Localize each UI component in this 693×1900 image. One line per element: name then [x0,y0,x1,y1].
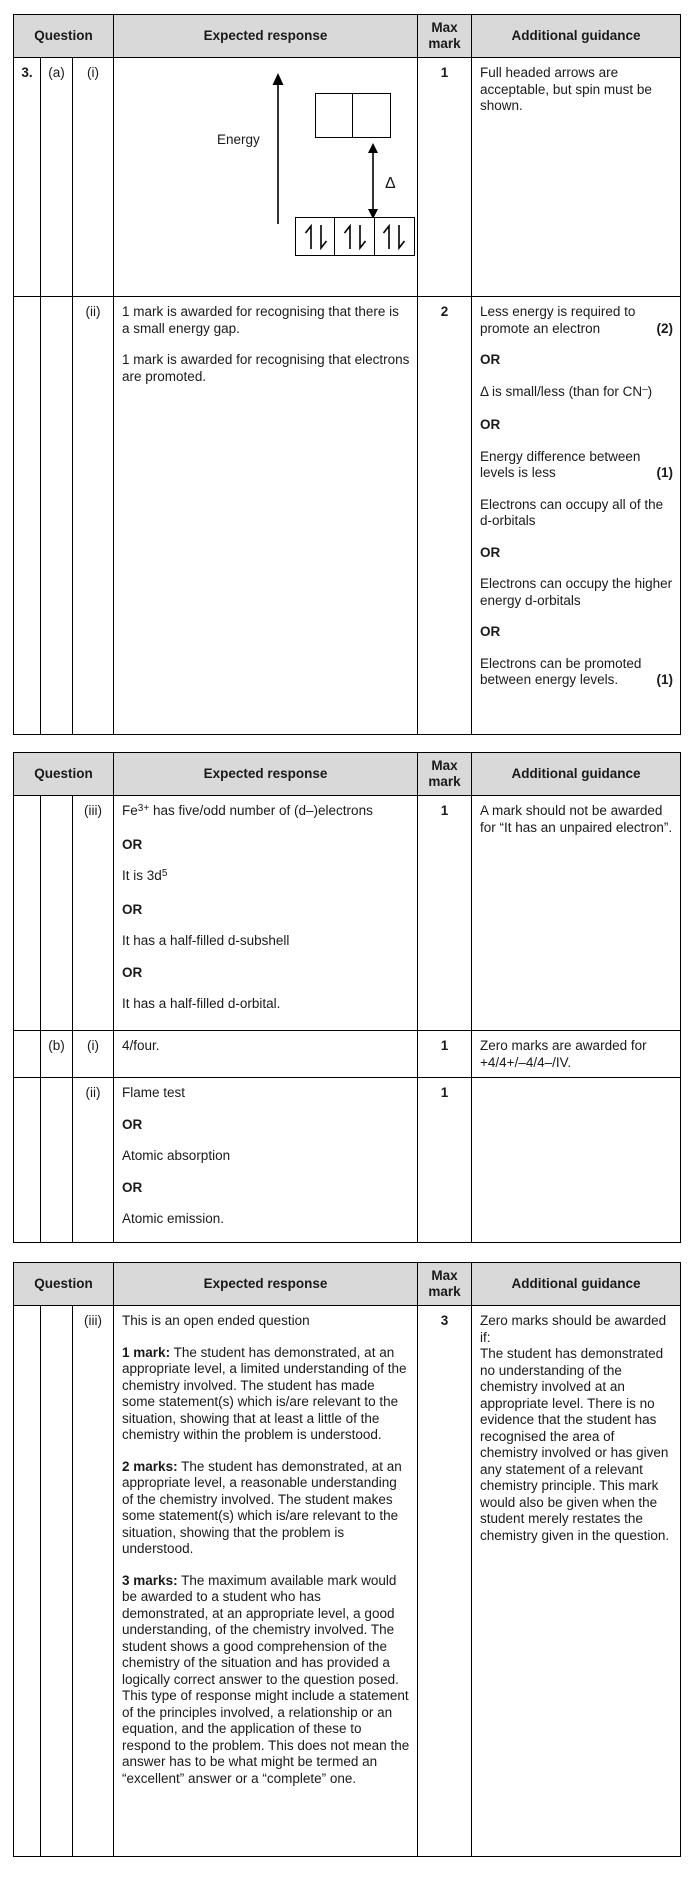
additional-guidance-paragraph [480,384,673,403]
question-part-cell: (a) [41,58,73,297]
question-subpart-cell: (iii) [73,1306,114,1857]
upper-orbital-boxes [315,93,391,138]
mark-scheme-row [14,58,681,297]
additional-guidance-paragraph [480,656,673,689]
electron-pair-icon [342,224,368,250]
empty-orbital-box [352,93,391,138]
question-number-cell [14,1306,41,1857]
max-mark-cell: 1 [418,58,472,297]
question-part-cell [41,796,73,1031]
expected-response-paragraph [122,803,410,822]
additional-guidance-paragraph [480,304,673,337]
expected-response-cell [114,796,418,1031]
question-subpart-cell: (i) [73,1031,114,1078]
mark-scheme-table-3 [13,1262,681,1857]
additional-guidance-paragraph [480,65,673,115]
text-run: Atomic absorption [122,1148,231,1163]
expected-response-paragraph [122,1313,410,1330]
text-run: Zero marks are awarded for +4/4+/–4/4–/IV. [480,1038,647,1070]
additional-guidance-paragraph [480,352,673,369]
question-subpart-cell: (iii) [73,796,114,1031]
additional-guidance-cell [472,1031,681,1078]
header-expected-response: Expected response [114,1263,418,1306]
filled-orbital-box [295,217,336,256]
text-run: 2 marks: [122,1458,178,1474]
header-max-mark: Max mark [418,753,472,796]
max-mark-cell: 1 [418,1078,472,1243]
filled-orbital-box [374,217,415,256]
table-body [14,58,681,735]
additional-guidance-paragraph [480,497,673,530]
additional-guidance-paragraph [480,545,673,562]
text-run: The student has demonstrated, at an appropriate level, a reasonable understanding of the chemistry involved. The student makes some statement(s) which is/are relevant to the situation, showing that the problem is understood. [122,1458,402,1556]
text-run: OR [480,544,501,560]
additional-guidance-paragraph [480,576,673,609]
text-run: Electrons can occupy all of the d-orbitals [480,496,664,528]
expected-response-paragraph [122,933,410,950]
additional-guidance-paragraph [480,1346,673,1544]
orbital-energy-diagram [114,58,417,273]
expected-response-cell [114,297,418,735]
table-header [14,1263,681,1306]
header-question: Question [14,1263,114,1306]
mark-scheme-row [14,297,681,735]
max-mark-cell: 2 [418,297,472,735]
question-number-cell [14,1078,41,1243]
additional-guidance-cell [472,58,681,297]
header-additional-guidance: Additional guidance [472,753,681,796]
text-run: It is 3d [122,868,162,883]
mark-scheme-row [14,796,681,1031]
expected-response-cell [114,1306,418,1857]
mark-scheme-table-1 [13,14,681,735]
text-run: 5 [161,868,168,879]
text-run: OR [122,1179,143,1195]
additional-guidance-paragraph [480,449,673,482]
mark-allocation-badge: (1) [656,672,674,687]
additional-guidance-paragraph [480,624,673,641]
expected-response-cell [114,58,418,297]
additional-guidance-cell [472,1306,681,1857]
text-run: It has a half-filled d-orbital. [122,996,281,1011]
additional-guidance-paragraph [480,803,673,836]
text-run: Atomic emission. [122,1211,225,1226]
expected-response-paragraph [122,1459,410,1558]
text-run: 4/four. [122,1038,160,1053]
question-number-cell: 3. [14,58,41,297]
electron-pair-icon [381,224,407,250]
text-run: Flame test [122,1085,186,1100]
header-max-mark: Max mark [418,15,472,58]
electron-pair-icon [303,224,329,250]
mark-scheme-row [14,1031,681,1078]
text-run: OR [480,417,501,432]
additional-guidance-paragraph [480,1038,673,1071]
expected-response-paragraph [122,1573,410,1788]
text-run: Energy difference between levels is less [480,448,641,480]
text-run: 1 mark is awarded for recognising that electrons are promoted. [122,352,410,384]
header-expected-response: Expected response [114,15,418,58]
expected-response-paragraph [122,304,410,337]
header-question: Question [14,753,114,796]
text-run: OR [122,901,143,917]
text-run: Fe [122,803,138,818]
expected-response-cell [114,1031,418,1078]
text-run: This is an open ended question [122,1313,310,1328]
text-run: OR [122,1116,143,1132]
question-subpart-cell: (i) [73,58,114,297]
header-additional-guidance: Additional guidance [472,1263,681,1306]
text-run: The student has demonstrated, at an appropriate level, a limited understanding of the chemistry involved. The student has made some statement(s) which is/are relevant to the situation, showing that at least a little of the chemistry within the problem is understood. [122,1344,407,1442]
question-number-cell [14,297,41,735]
text-run: Electrons can be promoted between energy levels. [480,655,642,687]
text-run: OR [122,964,143,980]
expected-response-paragraph [122,1085,410,1102]
expected-response-paragraph [122,352,410,385]
text-run: Δ is small/less (than for CN [480,383,643,399]
max-mark-cell: 3 [418,1306,472,1857]
expected-response-paragraph [122,1117,410,1134]
expected-response-paragraph [122,837,410,854]
question-subpart-cell: (ii) [73,297,114,735]
max-mark-cell: 1 [418,1031,472,1078]
additional-guidance-cell [472,297,681,735]
expected-response-paragraph [122,868,410,887]
delta-label: Δ [385,175,396,192]
text-run: OR [480,624,501,639]
text-run: OR [480,352,501,367]
mark-allocation-badge: (2) [656,320,674,336]
header-expected-response: Expected response [114,753,418,796]
additional-guidance-paragraph [480,417,673,434]
mark-scheme-row [14,1078,681,1243]
text-run: – [642,383,648,395]
table-body [14,796,681,1243]
empty-orbital-box [315,93,354,138]
expected-response-paragraph [122,965,410,982]
text-run: The student has demonstrated no understanding of the chemistry involved at an appropriate level. There is no evidence that the student has recognised the area of chemistry involved or has given any statement of a relevant chemistry principle. This mark would also be given when the student merely restates the chemistry given in the question. [480,1346,670,1543]
question-part-cell [41,297,73,735]
additional-guidance-cell [472,796,681,1031]
expected-response-paragraph [122,1180,410,1197]
mark-scheme-table-2 [13,752,681,1243]
header-additional-guidance: Additional guidance [472,15,681,58]
text-run: Electrons can occupy the higher energy d-orbitals [480,576,673,608]
text-run: Full headed arrows are acceptable, but spin must be shown. [480,65,652,113]
table-header [14,15,681,58]
header-row [14,15,681,58]
text-run: The maximum available mark would be awarded to a student who has demonstrated, at an appropriate level, a good understanding, of the chemistry involved. The student shows a good comprehension of the chemistry of the situation and has provided a logically correct answer to the question posed. This type of response might include a statement of the principles involved, a relationship or an equation, and the application of these to respond to the problem. This does not mean the answer has to be what might be termed an “excellent” answer or a “complete” one. [122,1572,410,1786]
question-part-cell [41,1306,73,1857]
expected-response-paragraph [122,1038,410,1055]
text-run: has five/odd number of (d–)electrons [149,803,373,818]
question-number-cell [14,796,41,1031]
text-run: 1 mark: [122,1344,171,1360]
text-run: 3 marks: [122,1572,178,1588]
additional-guidance-cell [472,1078,681,1243]
energy-axis-label: Energy [217,132,260,147]
mark-allocation-badge: (1) [656,465,674,480]
text-run: It has a half-filled d-subshell [122,933,290,948]
text-run: 1 mark is awarded for recognising that there is a small energy gap. [122,304,399,336]
expected-response-paragraph [122,1148,410,1165]
expected-response-paragraph [122,1211,410,1228]
text-run: A mark should not be awarded for “It has an unpaired electron”. [480,803,673,835]
header-row [14,1263,681,1306]
expected-response-cell [114,1078,418,1243]
text-run: OR [122,836,143,852]
mark-scheme-row [14,1306,681,1857]
table-header [14,753,681,796]
question-number-cell [14,1031,41,1078]
lower-orbital-boxes [295,217,415,256]
header-question: Question [14,15,114,58]
text-run: ) [647,383,653,399]
header-row [14,753,681,796]
question-subpart-cell: (ii) [73,1078,114,1243]
delta-gap-arrow [366,143,380,224]
header-max-mark: Max mark [418,1263,472,1306]
expected-response-paragraph [122,996,410,1013]
filled-orbital-box [334,217,375,256]
additional-guidance-paragraph [480,1313,673,1346]
text-run: 3+ [137,803,150,814]
max-mark-cell: 1 [418,796,472,1031]
energy-axis-arrow [271,73,285,230]
question-part-cell: (b) [41,1031,73,1078]
question-part-cell [41,1078,73,1243]
text-run: Zero marks should be awarded if: [480,1313,667,1345]
table-body [14,1306,681,1857]
text-run: Less energy is required to promote an electron [480,304,636,336]
expected-response-paragraph [122,902,410,919]
expected-response-paragraph [122,1345,410,1444]
